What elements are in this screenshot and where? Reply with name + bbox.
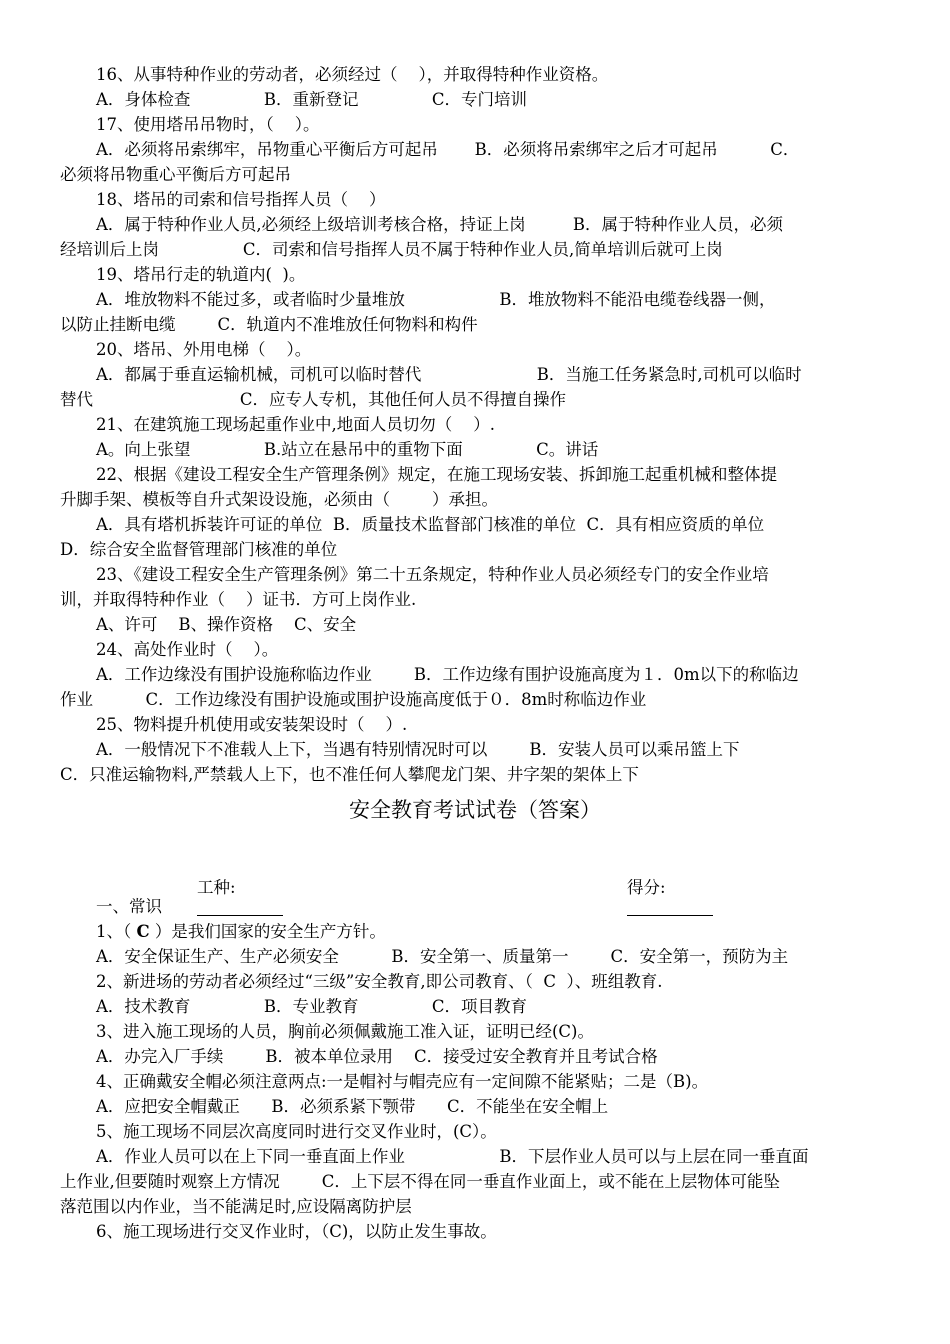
options-22-cont: D．综合安全监督管理部门核准的单位 [60, 540, 338, 559]
options-23: A、许可 B、操作资格 C、安全 [96, 615, 357, 634]
options-22: A．具有塔机拆装许可证的单位 B．质量技术监督部门核准的单位 C．具有相应资质的单位 [96, 515, 765, 534]
options-18: A．属于特种作业人员,必须经上级培训考核合格，持证上岗 B．属于特种作业人员，必须 [96, 215, 783, 234]
question-3: 3、进入施工现场的人员，胸前必须佩戴施工准入证，证明已经(C)。 [96, 1022, 594, 1041]
options-5-cont-2: 落范围以内作业，当不能满足时,应设隔离防护层 [60, 1197, 412, 1216]
options-18-cont: 经培训后上岗 C．司索和信号指挥人员不属于特种作业人员,简单培训后就可上岗 [60, 240, 723, 259]
options-20: A．都属于垂直运输机械，司机可以临时替代 B．当施工任务紧急时,司机可以临时 [96, 365, 802, 384]
question-1 [96, 921, 386, 943]
exam-title: 安全教育考试试卷（答案） [349, 798, 601, 822]
options-19-cont: 以防止挂断电缆 C．轨道内不准堆放任何物料和构件 [60, 315, 478, 334]
question-20: 20、塔吊、外用电梯（ ）。 [96, 340, 312, 359]
question-18: 18、塔吊的司索和信号指挥人员（ ） [96, 190, 386, 209]
options-25-cont: C．只准运输物料,严禁载人上下，也不准任何人攀爬龙门架、井字架的架体上下 [60, 765, 639, 784]
question-19: 19、塔吊行走的轨道内( )。 [96, 265, 306, 284]
score-field [606, 855, 713, 944]
question-25: 25、物料提升机使用或安装架设时（ ）. [96, 715, 408, 734]
question-6: 6、施工现场进行交叉作业时，（C)，以防止发生事故。 [96, 1222, 497, 1241]
question-1-answer: C [136, 922, 150, 941]
options-4: A．应把安全帽戴正 B．必须系紧下颚带 C．不能坐在安全帽上 [96, 1097, 609, 1116]
question-4: 4、正确戴安全帽必须注意两点:一是帽衬与帽壳应有一定间隙不能紧贴；二是（B)。 [96, 1072, 709, 1091]
options-5: A．作业人员可以在上下同一垂直面上作业 B．下层作业人员可以与上层在同一垂直面 [96, 1147, 809, 1166]
question-17: 17、使用塔吊吊物时，（ ）。 [96, 115, 320, 134]
question-2: 2、新进场的劳动者必须经过“三级”安全教育,即公司教育、（ C ）、班组教育. [96, 972, 663, 991]
question-21: 21、在建筑施工现场起重作业中,地面人员切勿（ ）. [96, 415, 495, 434]
question-23-cont: 训，并取得特种作业（ ）证书．方可上岗作业. [60, 590, 417, 609]
question-22: 22、根据《建设工程安全生产管理条例》规定，在施工现场安装、拆卸施工起重机械和整体提 [96, 465, 777, 484]
worker-blank[interactable] [197, 899, 283, 916]
worker-label: 工种: [196, 878, 236, 897]
section-heading: 一、常识 [96, 897, 162, 916]
question-23: 23、《建设工程安全生产管理条例》第二十五条规定，特种作业人员必须经专门的安全作业培 [96, 565, 769, 584]
options-24-cont: 作业 C．工作边缘没有围护设施或围护设施高度低于０．8m时称临边作业 [60, 690, 647, 709]
question-22-cont: 升脚手架、模板等自升式架设设施，必须由（ ）承担。 [60, 490, 498, 509]
score-label: 得分: [626, 878, 666, 897]
question-5: 5、施工现场不同层次高度同时进行交叉作业时，(C）。 [96, 1122, 497, 1141]
options-1: A．安全保证生产、生产必须安全 B．安全第一、质量第一 C．安全第一，预防为主 [96, 947, 789, 966]
options-2: A．技术教育 B．专业教育 C．项目教育 [96, 997, 528, 1016]
options-5-cont: 上作业,但要随时观察上方情况 C．上下层不得在同一垂直作业面上，或不能在上层物体可能坠 [60, 1172, 780, 1191]
options-19: A．堆放物料不能过多，或者临时少量堆放 B．堆放物料不能沿电缆卷线器一侧， [96, 290, 776, 309]
question-1-prefix: 1、（ [96, 922, 137, 941]
question-16: 16、从事特种作业的劳动者，必须经过（ ），并取得特种作业资格。 [96, 65, 609, 84]
options-17-cont: 必须将吊物重心平衡后方可起吊 [60, 165, 291, 184]
options-24: A．工作边缘没有围护设施称临边作业 B．工作边缘有围护设施高度为１．0m以下的称临边 [96, 665, 799, 684]
score-blank[interactable] [627, 899, 713, 916]
options-25: A．一般情况下不准载人上下，当遇有特别情况时可以 B．安装人员可以乘吊篮上下 [96, 740, 740, 759]
question-24: 24、高处作业时（ ）。 [96, 640, 279, 659]
options-17: A．必须将吊索绑牢，吊物重心平衡后方可起吊 B．必须将吊索绑牢之后才可起吊 C． [96, 140, 800, 159]
options-20-cont: 替代 C．应专人专机，其他任何人员不得擅自操作 [60, 390, 566, 409]
options-16: A．身体检查 B．重新登记 C．专门培训 [96, 90, 528, 109]
options-3: A．办完入厂手续 B．被本单位录用 C．接受过安全教育并且考试合格 [96, 1047, 658, 1066]
options-21: A。向上张望 B.站立在悬吊中的重物下面 C。讲话 [96, 440, 599, 459]
question-1-suffix: ）是我们国家的安全生产方针。 [149, 922, 386, 941]
